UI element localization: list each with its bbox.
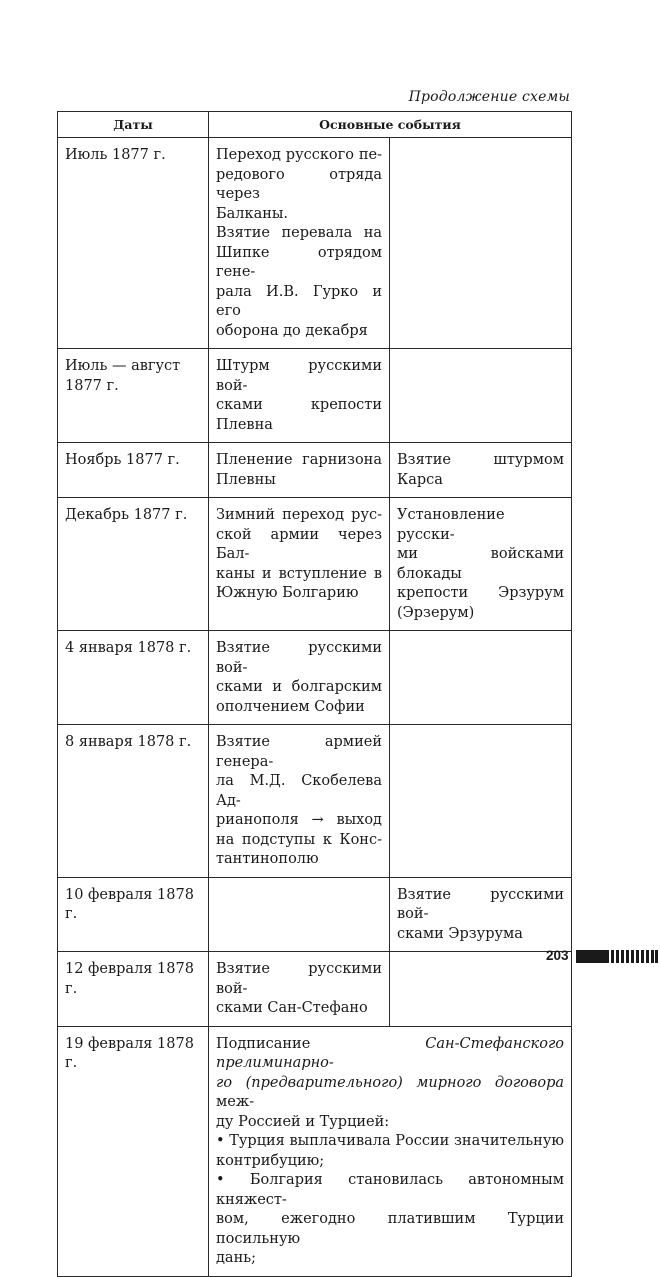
- event-line: сками Эрзурума: [397, 925, 523, 942]
- event-line: ла М.Д. Скобелева Ад-: [216, 773, 382, 809]
- date-text: Декабрь 1877 г.: [65, 507, 188, 523]
- date-text: Июль — август 1877 г.: [65, 358, 181, 394]
- treaty-cell: [209, 1026, 572, 1276]
- header-events: Основные события: [209, 112, 572, 138]
- event-line: ополчением Софии: [216, 698, 365, 715]
- event-text: [209, 349, 389, 442]
- table-row: [58, 443, 572, 498]
- event-cell-left: [209, 349, 390, 443]
- event-cell-left: [209, 498, 390, 631]
- event-cell-left: [209, 952, 390, 1027]
- event-line: (Эрзерум): [397, 604, 475, 621]
- event-cell-right: [390, 498, 572, 631]
- event-line: Плевны: [216, 471, 276, 488]
- event-text: [209, 725, 389, 877]
- event-cell-left: [209, 138, 390, 349]
- event-line: рианополя → выход: [216, 812, 382, 828]
- treaty-bullet-1: • Турция выплачивала России значительную: [216, 1133, 565, 1149]
- date-text: 10 февраля 1878 г.: [65, 886, 194, 922]
- treaty-bullet-2: • Болгария становилась автономным княжест-: [216, 1172, 565, 1208]
- table-row: [58, 349, 572, 443]
- treaty-text: [209, 1027, 571, 1276]
- event-line: Карса: [397, 471, 443, 488]
- event-cell-right: [390, 443, 572, 498]
- event-line: Зимний переход рус-: [216, 507, 382, 523]
- event-line: сками и болгарским: [216, 679, 382, 695]
- event-text: [209, 498, 389, 611]
- event-text: [209, 952, 389, 1026]
- event-line: Установление русски-: [397, 507, 505, 543]
- date-text: 8 января 1878 г.: [65, 734, 192, 750]
- header-dates: Даты: [58, 112, 209, 138]
- event-text: [390, 443, 571, 497]
- event-line: ской армии через Бал-: [216, 526, 382, 562]
- treaty-text-line3: ду Россией и Турцией:: [216, 1113, 390, 1130]
- table-row: [58, 631, 572, 725]
- events-table: [57, 111, 572, 1277]
- event-cell-right: [390, 138, 572, 349]
- date-cell: [58, 443, 209, 498]
- date-text: 19 февраля 1878 г.: [65, 1035, 194, 1071]
- event-line: рала И.В. Гурко и его: [216, 283, 382, 319]
- date-text: Ноябрь 1877 г.: [65, 452, 180, 468]
- event-cell-right: [390, 349, 572, 443]
- event-line: Балканы.: [216, 205, 289, 222]
- event-line: Шипке отрядом гене-: [216, 244, 382, 280]
- table-row: [58, 877, 572, 952]
- treaty-name-part2: го (предварительного) мирного договора: [216, 1074, 565, 1091]
- event-line: тантинополю: [216, 851, 319, 867]
- event-line: Взятие армией генера-: [216, 734, 382, 770]
- date-cell: [58, 952, 209, 1027]
- page-number: 203: [546, 948, 569, 963]
- event-line: сками Сан-Стефано: [216, 1000, 368, 1016]
- event-line: Взятие русскими вой-: [397, 886, 565, 922]
- date-cell: [58, 349, 209, 443]
- treaty-bullet-1-cont: контрибуцию;: [216, 1152, 325, 1169]
- treaty-text-post: меж-: [216, 1094, 255, 1110]
- event-line: Южную Болгарию: [216, 585, 359, 601]
- event-cell-left: [209, 725, 390, 878]
- event-line: Взятие перевала на: [216, 225, 382, 241]
- event-line: каны и вступление в: [216, 565, 382, 582]
- event-line: ми войсками блокады: [397, 546, 565, 582]
- event-line: сками крепости Плевна: [216, 397, 382, 433]
- event-line: крепости Эрзурум: [397, 585, 565, 601]
- table-row: [58, 498, 572, 631]
- event-line: на подступы к Конс-: [216, 831, 382, 848]
- event-line: редового отряда через: [216, 166, 382, 202]
- treaty-bullet-2-cont: вом, ежегодно платившим Турции посильную: [216, 1211, 565, 1247]
- table-header-row: [58, 112, 572, 138]
- event-text: [209, 443, 389, 497]
- date-cell: [58, 877, 209, 952]
- table-row: [58, 725, 572, 878]
- event-cell-left: [209, 631, 390, 725]
- treaty-bullet-2-end: дань;: [216, 1250, 257, 1266]
- event-line: Штурм русскими вой-: [216, 358, 382, 394]
- event-cell-right: [390, 877, 572, 952]
- treaty-text-pre: Подписание: [216, 1035, 426, 1052]
- date-cell: [58, 498, 209, 631]
- table-row: [58, 1026, 572, 1276]
- continuation-label: Продолжение схемы: [408, 89, 570, 105]
- event-cell-left: [209, 877, 390, 952]
- date-text: 12 февраля 1878 г.: [65, 961, 194, 997]
- page-marker-bar: [576, 950, 658, 963]
- event-text: [390, 878, 571, 952]
- date-text: 4 января 1878 г.: [65, 640, 192, 656]
- event-line: Взятие русскими вой-: [216, 640, 382, 676]
- table-row: [58, 138, 572, 349]
- event-line: Взятие штурмом: [397, 452, 565, 468]
- event-line: Взятие русскими вой-: [216, 961, 382, 997]
- event-cell-right: [390, 952, 572, 1027]
- treaty-name-part1: Сан-Стефанского прелиминарно-: [216, 1035, 565, 1071]
- date-cell: [58, 725, 209, 878]
- event-cell-right: [390, 725, 572, 878]
- event-text: [209, 138, 389, 348]
- event-text: [209, 631, 389, 724]
- date-cell: [58, 138, 209, 349]
- event-line: Пленение гарнизона: [216, 452, 382, 468]
- table-row: [58, 952, 572, 1027]
- event-cell-left: [209, 443, 390, 498]
- date-cell: [58, 631, 209, 725]
- event-line: оборона до декабря: [216, 322, 368, 339]
- event-cell-right: [390, 631, 572, 725]
- date-text: Июль 1877 г.: [65, 147, 166, 163]
- event-line: Переход русского пе-: [216, 147, 382, 163]
- date-cell: [58, 1026, 209, 1276]
- event-text: [390, 498, 571, 630]
